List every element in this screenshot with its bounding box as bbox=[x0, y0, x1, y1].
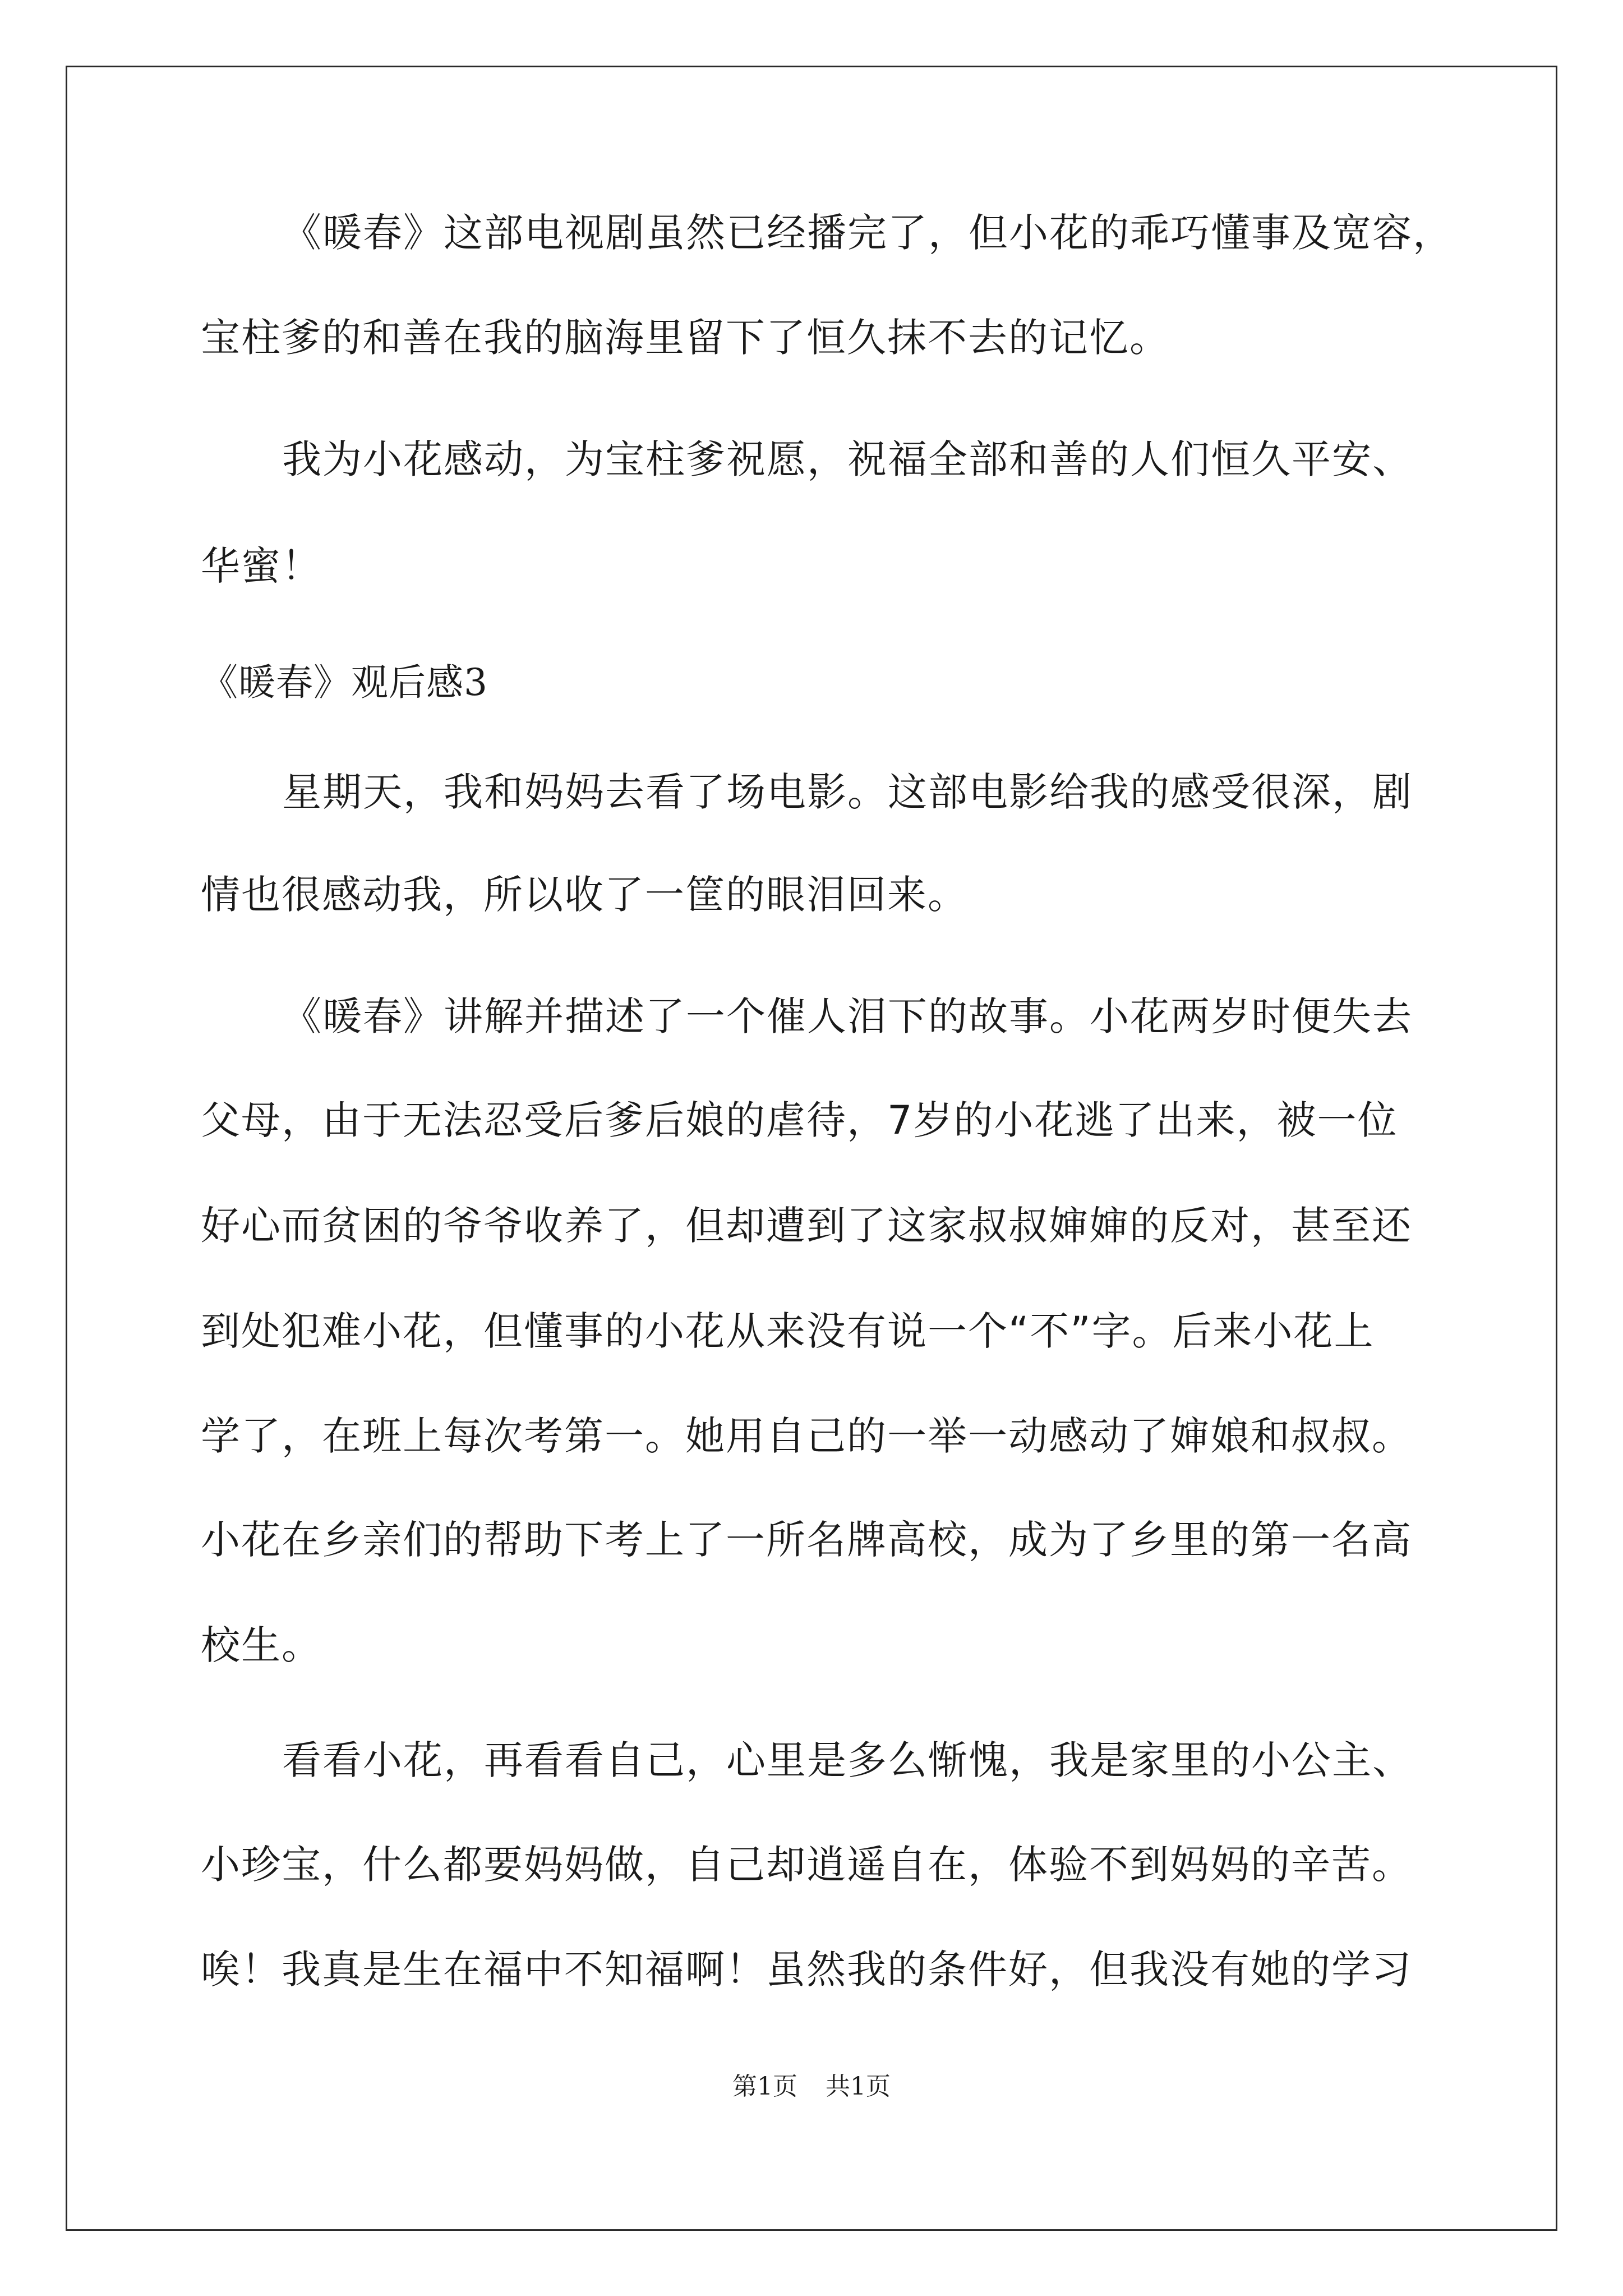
section-heading: 《暖春》观后感3 bbox=[201, 661, 488, 704]
paragraph-line: 华蜜！ bbox=[201, 543, 322, 589]
page-border bbox=[66, 66, 1557, 2231]
page-total: 共1页 bbox=[826, 2072, 891, 2101]
page-number: 第1页 bbox=[732, 2072, 797, 2101]
paragraph-line: 好心而贫困的爷爷收养了，但却遭到了这家叔叔婶婶的反对，甚至还 bbox=[201, 1203, 1412, 1249]
paragraph-line: 情也很感动我，所以收了一筐的眼泪回来。 bbox=[201, 872, 968, 918]
paragraph-line: 唉！我真是生在福中不知福啊！虽然我的条件好，但我没有她的学习 bbox=[201, 1947, 1412, 1993]
paragraph-line: 小花在乡亲们的帮助下考上了一所名牌高校，成为了乡里的第一名高 bbox=[201, 1517, 1412, 1563]
page-footer bbox=[0, 2070, 1623, 2104]
paragraph-line: 看看小花，再看看自己，心里是多么惭愧，我是家里的小公主、 bbox=[282, 1737, 1413, 1783]
paragraph-line: 到处犯难小花，但懂事的小花从来没有说一个“不”字。后来小花上 bbox=[201, 1308, 1375, 1354]
paragraph-line: 我为小花感动，为宝柱爹祝愿，祝福全部和善的人们恒久平安、 bbox=[282, 436, 1413, 482]
paragraph-line: 父母，由于无法忍受后爹后娘的虐待，7岁的小花逃了出来，被一位 bbox=[201, 1097, 1398, 1143]
paragraph-line: 宝柱爹的和善在我的脑海里留下了恒久抹不去的记忆。 bbox=[201, 315, 1170, 361]
paragraph-line: 《暖春》这部电视剧虽然已经播完了，但小花的乖巧懂事及宽容， bbox=[282, 210, 1453, 256]
paragraph-line: 小珍宝，什么都要妈妈做，自己却逍遥自在，体验不到妈妈的辛苦。 bbox=[201, 1842, 1412, 1888]
paragraph-line: 校生。 bbox=[201, 1622, 322, 1668]
paragraph-line: 《暖春》讲解并描述了一个催人泪下的故事。小花两岁时便失去 bbox=[282, 993, 1413, 1039]
paragraph-line: 学了，在班上每次考第一。她用自己的一举一动感动了婶娘和叔叔。 bbox=[201, 1413, 1412, 1459]
paragraph-line: 星期天，我和妈妈去看了场电影。这部电影给我的感受很深，剧 bbox=[282, 769, 1413, 815]
